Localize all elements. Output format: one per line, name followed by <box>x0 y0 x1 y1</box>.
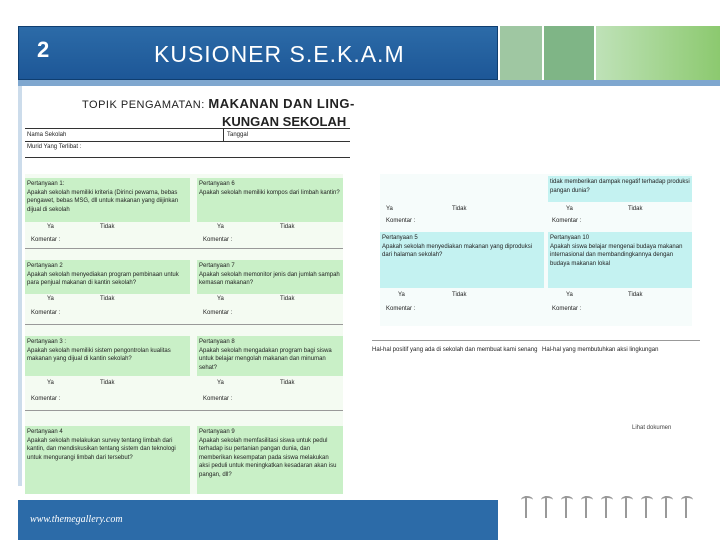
plants-decoration <box>520 492 710 518</box>
comment-label: Komentar : <box>31 237 61 243</box>
yes-option[interactable]: Ya <box>386 206 393 212</box>
topic-line1: MAKANAN DAN LING- <box>208 96 355 111</box>
no-option[interactable]: Tidak <box>100 380 115 386</box>
yes-option[interactable]: Ya <box>566 206 573 212</box>
questionnaire-left <box>25 174 343 494</box>
topic-label: TOPIK PENGAMATAN: <box>82 99 205 111</box>
question-text: Apakah sekolah mengadakan program bagi siswa untuk belajar mengolah makanan dan minuman sehat? <box>199 347 332 371</box>
question-text: tidak memberikan dampak negatif terhadap produksi pangan dunia? <box>550 179 690 194</box>
comment-label: Komentar : <box>31 310 61 316</box>
question-text: Apakah sekolah memiliki kriteria (Dirinci pewarna, bebas pengawet, bebas MSG, dll untuk makanan yang diijinkan dijual di sekolah <box>27 189 179 213</box>
comment-label: Komentar : <box>386 306 416 312</box>
plant-icon <box>605 496 615 518</box>
question-title: Pertanyaan 7 <box>199 263 235 269</box>
plant-icon <box>565 496 575 518</box>
positive-notes-label: Hal-hal positif yang ada di sekolah dan membuat kami senang <box>372 347 538 353</box>
deco-tile <box>544 26 594 80</box>
question-title: Pertanyaan 9 <box>199 429 235 435</box>
left-margin-bar <box>18 86 22 486</box>
divider <box>25 141 350 142</box>
question-text: Apakah sekolah memonitor jenis dan jumlah sampah kemasan makanan? <box>199 271 340 286</box>
question-6 <box>197 178 343 222</box>
yes-option[interactable]: Ya <box>398 292 405 298</box>
slide-header <box>18 26 498 80</box>
yes-option[interactable]: Ya <box>217 380 224 386</box>
yes-option[interactable]: Ya <box>47 380 54 386</box>
questionnaire-right <box>380 174 692 326</box>
comment-label: Komentar : <box>203 310 233 316</box>
yes-option[interactable]: Ya <box>47 296 54 302</box>
topic-heading <box>82 96 355 111</box>
question-title: Pertanyaan 6 <box>199 181 235 187</box>
sprout-image <box>596 26 720 80</box>
no-option[interactable]: Tidak <box>628 292 643 298</box>
no-option[interactable]: Tidak <box>628 206 643 212</box>
plant-icon <box>625 496 635 518</box>
school-info-box <box>25 128 350 158</box>
concern-notes-label: Hal-hal yang membutuhkan aksi lingkungan <box>542 347 659 353</box>
question-text: Apakah sekolah menyediakan makanan yang diproduksi dari halaman sekolah? <box>382 243 533 258</box>
question-2 <box>25 260 190 294</box>
yes-option[interactable]: Ya <box>566 292 573 298</box>
divider <box>25 248 343 249</box>
question-10 <box>548 232 692 288</box>
question-title: Pertanyaan 1: <box>27 181 65 187</box>
comment-label: Komentar : <box>203 237 233 243</box>
plant-icon <box>645 496 655 518</box>
question-5 <box>380 232 544 288</box>
question-7 <box>197 260 343 294</box>
comment-label: Komentar : <box>552 218 582 224</box>
no-option[interactable]: Tidak <box>452 206 467 212</box>
comment-label: Komentar : <box>31 396 61 402</box>
no-option[interactable]: Tidak <box>100 224 115 230</box>
page-footer-note: Lihat dokumen <box>632 425 672 431</box>
question-text: Apakah sekolah melakukan survey tentang limbah dari kantin, dan mendiskusikan tentang sistem dan teknologi untuk mengurangi limbah dari tersebut? <box>27 437 176 461</box>
divider <box>25 324 343 325</box>
plant-icon <box>685 496 695 518</box>
question-text: Apakah sekolah memfasilitasi siswa untuk pedul terhadap isu pertanian pangan dunia, dan memberikan kesempatan pada siswa melakukan aksi peduli untuk meningkatkan kesadaran akan isu pangan, dll? <box>199 437 337 478</box>
slide-title: KUSIONER S.E.K.A.M <box>154 41 405 67</box>
yes-option[interactable]: Ya <box>217 296 224 302</box>
question-8 <box>197 336 343 376</box>
divider <box>223 129 224 141</box>
question-text: Apakah siswa belajar mengenai budaya makanan internasional dan membandingkannya dengan budaya makanan lokal <box>550 243 683 267</box>
question-3 <box>25 336 190 376</box>
question-title: Pertanyaan 2 <box>27 263 63 269</box>
plant-icon <box>665 496 675 518</box>
comment-label: Komentar : <box>386 218 416 224</box>
question-4 <box>25 426 190 494</box>
divider <box>25 410 343 411</box>
school-name-label: Nama Sekolah <box>27 132 67 138</box>
question-text: Apakah sekolah menyediakan program pembinaan untuk para penjual makanan di kantin sekolah? <box>27 271 179 286</box>
deco-tile <box>500 26 542 80</box>
footer-url: www.themegallery.com <box>30 514 123 525</box>
topic-line2: KUNGAN SEKOLAH <box>222 114 347 129</box>
plant-icon <box>545 496 555 518</box>
divider <box>372 340 700 341</box>
header-decoration <box>500 26 720 80</box>
question-title: Pertanyaan 10 <box>550 235 590 241</box>
question-title: Pertanyaan 5 <box>382 235 418 241</box>
no-option[interactable]: Tidak <box>280 380 295 386</box>
header-band <box>18 80 720 86</box>
question-9-continued <box>548 176 692 202</box>
no-option[interactable]: Tidak <box>100 296 115 302</box>
question-9 <box>197 426 343 494</box>
date-label: Tanggal <box>227 132 249 138</box>
question-title: Pertanyaan 3 : <box>27 339 67 345</box>
slide-number: 2 <box>37 37 50 62</box>
question-1 <box>25 178 190 222</box>
plant-icon <box>525 496 535 518</box>
comment-label: Komentar : <box>203 396 233 402</box>
no-option[interactable]: Tidak <box>280 224 295 230</box>
question-title: Pertanyaan 8 <box>199 339 235 345</box>
question-title: Pertanyaan 4 <box>27 429 63 435</box>
students-label: Murid Yang Terlibat : <box>27 144 82 150</box>
no-option[interactable]: Tidak <box>452 292 467 298</box>
yes-option[interactable]: Ya <box>217 224 224 230</box>
plant-icon <box>585 496 595 518</box>
question-text: Apakah sekolah memiliki kompos dari limbah kantin? <box>199 189 340 196</box>
comment-label: Komentar : <box>552 306 582 312</box>
no-option[interactable]: Tidak <box>280 296 295 302</box>
question-text: Apakah sekolah memiliki sistem pengontrolan kualitas makanan yang dijual di kantin sekolah? <box>27 347 171 362</box>
yes-option[interactable]: Ya <box>47 224 54 230</box>
